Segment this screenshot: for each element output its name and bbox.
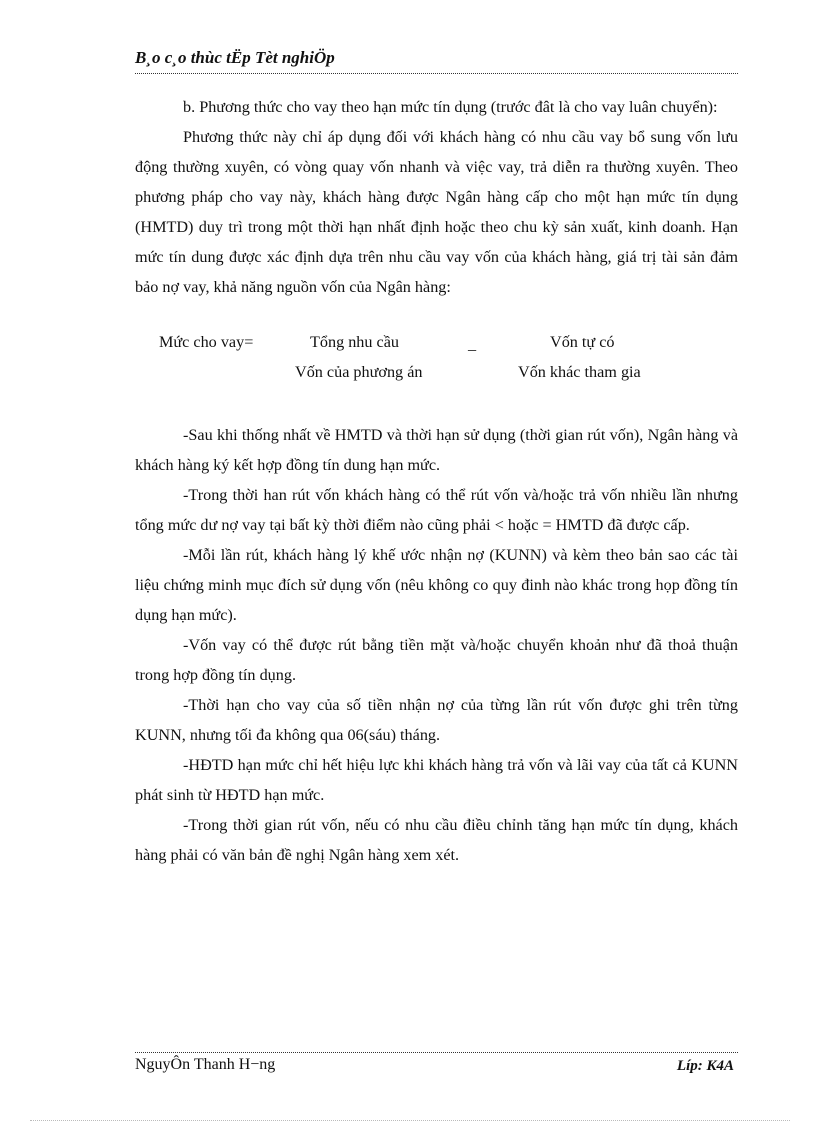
paragraph-item: -Trong thời gian rút vốn, nếu có nhu cầu điều chỉnh tăng hạn mức tín dụng, khách hàng phải có văn bản đề nghị Ngân hàng xem xét. bbox=[135, 816, 738, 864]
footer-divider bbox=[135, 1052, 738, 1053]
paragraph-item: -Vốn vay có thể được rút bằng tiền mặt và/hoặc chuyển khoản như đã thoả thuận trong hợp đồng tín dụng. bbox=[135, 636, 738, 684]
formula-term2-bottom: Vốn khác tham gia bbox=[518, 363, 641, 381]
footer-class: Líp: K4A bbox=[676, 1058, 734, 1074]
header-title: B¸o c¸o thùc tËp Tèt nghiÖp bbox=[135, 48, 335, 67]
formula-minus-operator: _ bbox=[468, 335, 477, 353]
header-divider bbox=[135, 73, 738, 74]
paragraph-item: -HĐTD hạn mức chỉ hết hiệu lực khi khách hàng trả vốn và lãi vay của tất cả KUNN phát sinh từ HĐTD hạn mức. bbox=[135, 756, 738, 804]
footer-author: NguyÔn Thanh H−ng bbox=[135, 1056, 276, 1073]
paragraph-section-heading: b. Phương thức cho vay theo hạn mức tín dụng (trước đât là cho vay luân chuyển): bbox=[183, 98, 718, 116]
paragraph-item: -Mỗi lần rút, khách hàng lý khế ước nhận nợ (KUNN) và kèm theo bản sao các tài liệu chứng minh mục đích sử dụng vốn (nêu không co quy đinh nào khác trong họp đồng tín dụng hạn mức). bbox=[135, 546, 738, 624]
page-edge-divider bbox=[30, 1120, 790, 1121]
formula-term2-top: Vốn tự có bbox=[550, 333, 615, 351]
paragraph-item: -Trong thời han rút vốn khách hàng có thể rút vốn và/hoặc trả vốn nhiều lần nhưng tổng mức dư nợ vay tại bất kỳ thời điểm nào cũng phải < hoặc = HMTD đã được cấp. bbox=[135, 486, 738, 534]
paragraph-method-description: Phương thức này chỉ áp dụng đối với khách hàng có nhu cầu vay bổ sung vốn lưu động thường xuyên, có vòng quay vốn nhanh và việc vay, trả diễn ra thường xuyên. Theo phương pháp cho vay này, khách hàng được Ngân hàng cấp cho một hạn mức tín dụng (HMTD) duy trì trong một thời hạn nhất định hoặc theo chu kỳ sản xuất, kinh doanh. Hạn mức tín dung được xác định dựa trên nhu cầu vay vốn của khách hàng, giá trị tài sản đảm bảo nợ vay, khả năng nguồn vốn của Ngân hàng: bbox=[135, 128, 738, 296]
formula-lhs: Mức cho vay= bbox=[159, 333, 254, 351]
loan-formula bbox=[135, 327, 738, 387]
paragraph-item: -Sau khi thống nhất về HMTD và thời hạn sử dụng (thời gian rút vốn), Ngân hàng và khách hàng ký kết hợp đồng tín dung hạn mức. bbox=[135, 426, 738, 474]
formula-term1-top: Tổng nhu cầu bbox=[310, 333, 400, 351]
formula-term1-bottom: Vốn của phương án bbox=[295, 363, 423, 381]
document-body bbox=[135, 92, 738, 870]
paragraph-item: -Thời hạn cho vay của số tiền nhận nợ của từng lần rút vốn được ghi trên từng KUNN, nhưng tối đa không qua 06(sáu) tháng. bbox=[135, 696, 738, 744]
